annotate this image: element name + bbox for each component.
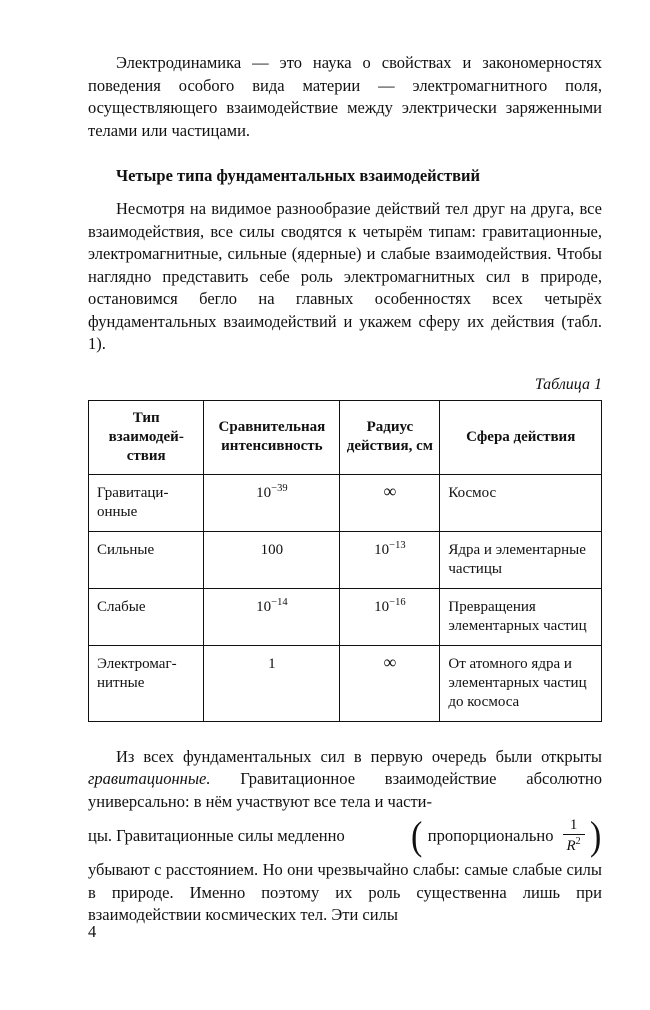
- fraction: [563, 817, 585, 856]
- gravity-paragraph: [88, 746, 602, 814]
- cell-radius: [340, 531, 440, 588]
- header-radius: Радиус действия, см: [340, 400, 440, 474]
- cell-type: Электромагнитные: [89, 645, 204, 721]
- formula-lead-text: цы. Гравитационные силы медленно: [88, 826, 345, 845]
- table-header-row: [89, 400, 602, 474]
- intro-paragraph: Электродинамика — это наука о свойствах и закономерностях поведения особого вида материи — электромагнитного поля, осуществляющего взаимодействие между электрически заряженными телами или частицами.: [88, 53, 602, 140]
- gravity-lead: Из всех фундаментальных сил в первую очередь были открыты: [116, 746, 602, 766]
- value-base: 100: [260, 541, 284, 558]
- value-exponent: −14: [271, 596, 288, 608]
- cell-sphere: От атомного ядра и элементарных частиц до космоса: [440, 645, 602, 721]
- cell-radius: [340, 645, 440, 721]
- value-base: 10: [374, 541, 390, 558]
- value-base: 1: [268, 655, 276, 672]
- cell-intensity: [204, 588, 340, 645]
- formula-expression: [410, 813, 602, 858]
- gravity-tail-paragraph: убывают с расстоянием. Но они чрезвычайно слабы: самые слабые силы в природе. Именно поэтому их роль существенна лишь при взаимодействии космических тел. Эти силы: [88, 860, 602, 924]
- cell-intensity: [204, 531, 340, 588]
- cell-type: Сильные: [89, 531, 204, 588]
- interactions-table: [88, 400, 602, 722]
- close-paren: ): [589, 813, 602, 858]
- value-base: ∞: [383, 480, 397, 501]
- value-base: ∞: [383, 651, 397, 672]
- cell-type: Гравитационные: [89, 474, 204, 531]
- cell-sphere: Превращения элементарных частиц: [440, 588, 602, 645]
- value-base: 10: [256, 598, 272, 615]
- cell-radius: [340, 588, 440, 645]
- cell-intensity: [204, 474, 340, 531]
- section-heading: Четыре типа фундаментальных взаимодействий: [116, 166, 481, 185]
- value-exponent: −39: [271, 482, 288, 494]
- table-caption: Таблица 1: [534, 375, 602, 393]
- table-row: [89, 474, 602, 531]
- fraction-denominator: [563, 834, 585, 855]
- value-exponent: −16: [389, 596, 406, 608]
- table-row: [89, 588, 602, 645]
- header-intensity: Сравнительная интенсивность: [204, 400, 340, 474]
- page-content: [88, 52, 602, 927]
- cell-intensity: [204, 645, 340, 721]
- table-row: [89, 531, 602, 588]
- value-exponent: −13: [389, 539, 406, 551]
- gravity-rest: Гравитационное взаимодействие абсолютно универсально: в нём участвуют все тела и части-: [88, 769, 602, 811]
- denominator-base: R: [566, 838, 576, 854]
- cell-sphere: Ядра и элементарные частицы: [440, 531, 602, 588]
- header-type: Тип взаимодействия: [89, 400, 204, 474]
- section-paragraph: Несмотря на видимое разнообразие действий тел друг на друга, все взаимодействия, все силы сводятся к четырём типам: гравитационные, электромагнитные, сильные (ядерные) и слабые взаимодействия. Чтобы наглядно представить себе роль электромагнитных сил в природе, остановимся бегло на главных особенностях всех четырёх фундаментальных взаимодействий и укажем сферу их действия (табл. 1).: [88, 199, 602, 353]
- formula-line: [88, 813, 602, 859]
- cell-sphere: Космос: [440, 474, 602, 531]
- proportional-text: пропорционально: [427, 826, 554, 845]
- value-base: 10: [374, 598, 390, 615]
- cell-type: Слабые: [89, 588, 204, 645]
- fraction-numerator: 1: [569, 816, 578, 833]
- value-base: 10: [256, 484, 272, 501]
- open-paren: (: [411, 813, 423, 858]
- gravity-emphasis: гравитационные.: [88, 769, 211, 788]
- cell-radius: [340, 474, 440, 531]
- denominator-exponent: 2: [575, 836, 581, 847]
- page-number: 4: [88, 922, 97, 941]
- formula-inner: [424, 817, 589, 856]
- header-sphere: Сфера действия: [440, 400, 602, 474]
- table-row: [89, 645, 602, 721]
- gravity-section: [88, 746, 602, 927]
